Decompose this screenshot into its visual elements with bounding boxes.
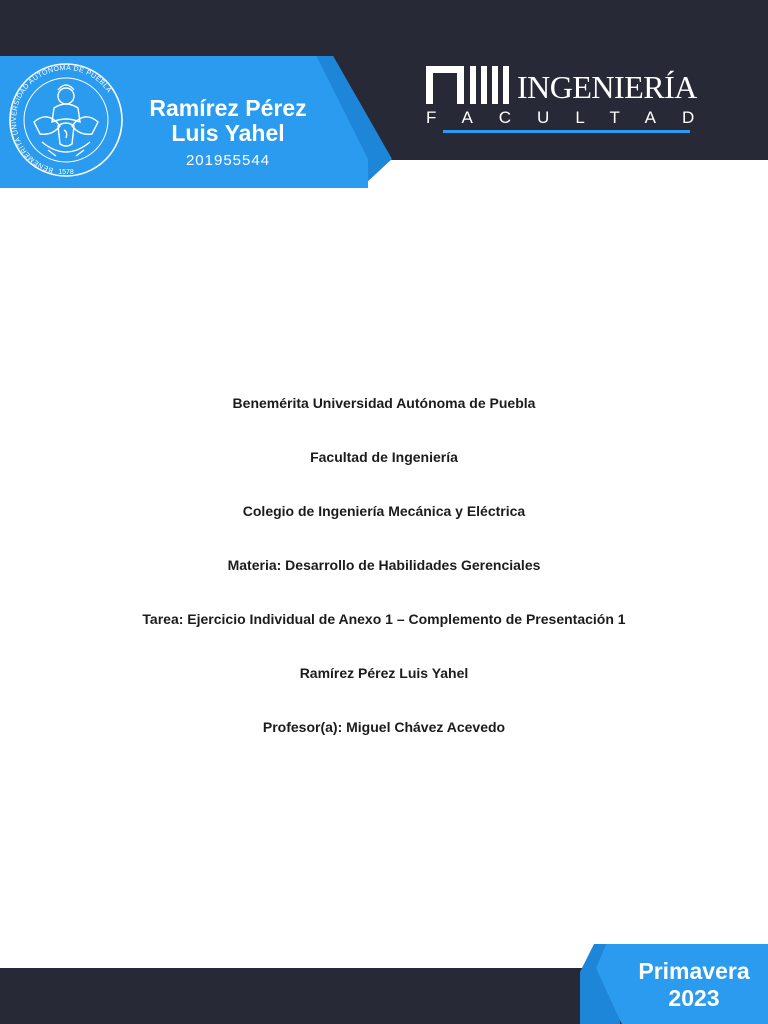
title-page-lines bbox=[0, 394, 768, 772]
student-id: 201955544 bbox=[185, 152, 271, 169]
logo-wordmark: INGENIERÍA bbox=[517, 69, 697, 105]
logo-subtitle: FACULTAD bbox=[426, 108, 721, 127]
author-line: Ramírez Pérez Luis Yahel bbox=[299, 665, 469, 681]
student-name bbox=[126, 96, 330, 146]
season-year: 2023 bbox=[668, 985, 720, 1011]
seal-ring-text: BENEMÉRITA UNIVERSIDAD AUTÓNOMA DE PUEBLA bbox=[11, 64, 113, 174]
seal-year: 1578 bbox=[58, 169, 74, 176]
logo-bars-icon bbox=[426, 66, 522, 104]
student-name-line2: Luis Yahel bbox=[171, 120, 285, 146]
faculty-logo bbox=[426, 66, 721, 136]
season-name: Primavera bbox=[638, 958, 750, 984]
college-line: Colegio de Ingeniería Mecánica y Eléctrica bbox=[242, 503, 526, 519]
faculty-line: Facultad de Ingeniería bbox=[310, 449, 458, 465]
subject-line: Materia: Desarrollo de Habilidades Gerenciales bbox=[227, 557, 541, 573]
professor-line: Profesor(a): Miguel Chávez Acevedo bbox=[262, 719, 506, 735]
logo-underline bbox=[443, 130, 690, 133]
university-line: Benemérita Universidad Autónoma de Puebla bbox=[232, 395, 536, 411]
seal-emblem-icon bbox=[34, 85, 98, 156]
university-seal-icon bbox=[8, 60, 124, 184]
student-name-line1: Ramírez Pérez bbox=[149, 95, 307, 121]
assignment-line: Tarea: Ejercicio Individual de Anexo 1 – Complemento de Presentación 1 bbox=[142, 611, 626, 627]
season-label bbox=[620, 958, 768, 1012]
